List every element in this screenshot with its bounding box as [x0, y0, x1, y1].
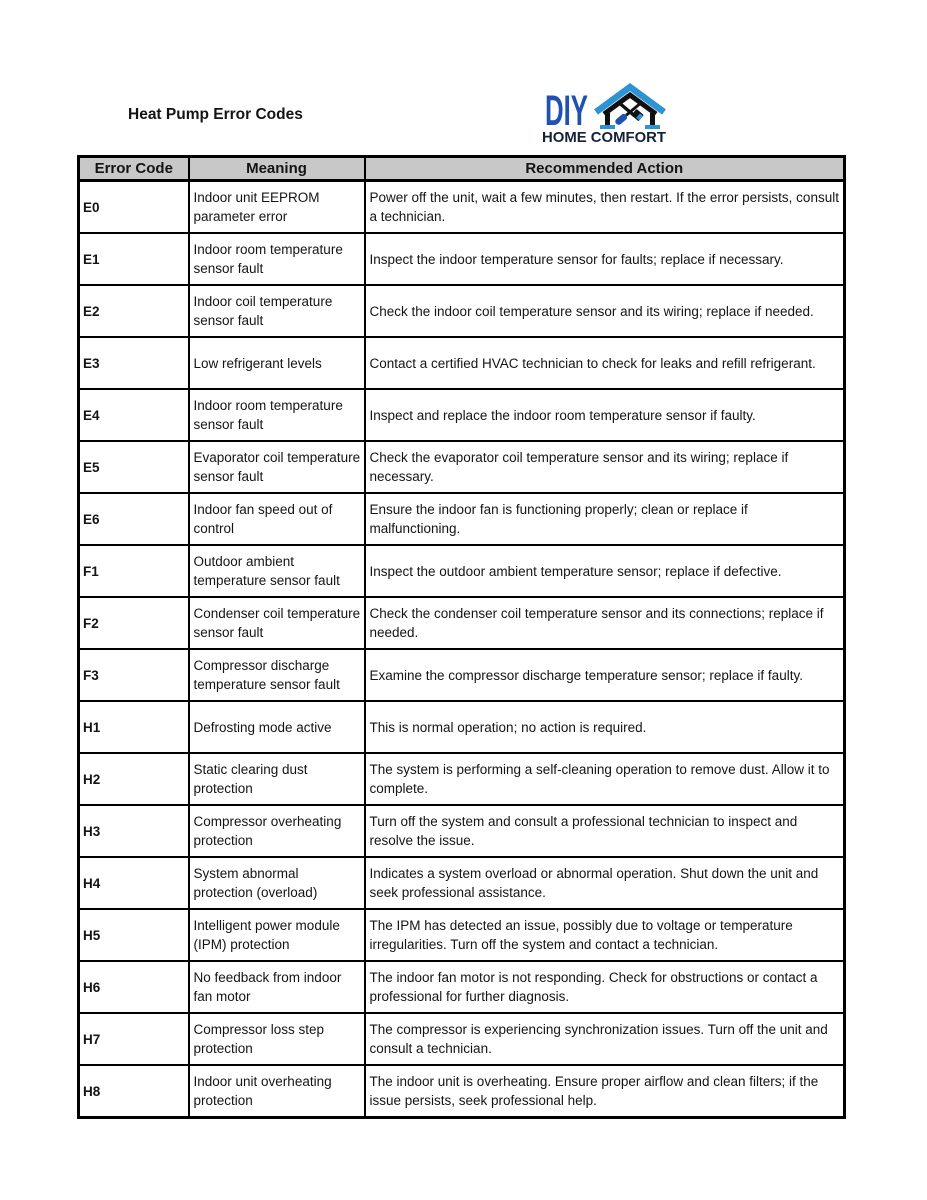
logo-tagline-text: HOME COMFORT	[542, 129, 666, 146]
meaning-cell: Low refrigerant levels	[189, 337, 365, 389]
error-code-cell: E5	[79, 441, 189, 493]
meaning-cell: Evaporator coil temperature sensor fault	[189, 441, 365, 493]
error-code-cell: F2	[79, 597, 189, 649]
meaning-cell: Compressor loss step protection	[189, 1013, 365, 1065]
error-code-table	[77, 155, 846, 1119]
error-code-cell: F3	[79, 649, 189, 701]
error-table-body	[79, 181, 845, 1118]
action-cell: Inspect and replace the indoor room temperature sensor if faulty.	[365, 389, 845, 441]
house-left-wall	[605, 113, 610, 126]
logo	[538, 82, 670, 146]
meaning-cell: Defrosting mode active	[189, 701, 365, 753]
table-row	[79, 753, 845, 805]
house-icon	[596, 87, 664, 129]
logo-brand-text: DIY	[545, 87, 588, 135]
meaning-cell: Indoor unit EEPROM parameter error	[189, 181, 365, 234]
table-row	[79, 1065, 845, 1118]
error-code-cell: H3	[79, 805, 189, 857]
action-cell: Indicates a system overload or abnormal operation. Shut down the unit and seek professional assistance.	[365, 857, 845, 909]
column-header-recommended-action: Recommended Action	[365, 157, 845, 181]
meaning-cell: Outdoor ambient temperature sensor fault	[189, 545, 365, 597]
action-cell: Check the indoor coil temperature sensor and its wiring; replace if needed.	[365, 285, 845, 337]
action-cell: Power off the unit, wait a few minutes, then restart. If the error persists, consult a technician.	[365, 181, 845, 234]
meaning-cell: Indoor fan speed out of control	[189, 493, 365, 545]
column-header-meaning: Meaning	[189, 157, 365, 181]
error-code-cell: H1	[79, 701, 189, 753]
error-code-cell: F1	[79, 545, 189, 597]
action-cell: The compressor is experiencing synchronization issues. Turn off the unit and consult a technician.	[365, 1013, 845, 1065]
table-row	[79, 701, 845, 753]
column-header-error-code: Error Code	[79, 157, 189, 181]
error-code-cell: E2	[79, 285, 189, 337]
action-cell: Contact a certified HVAC technician to check for leaks and refill refrigerant.	[365, 337, 845, 389]
error-code-cell: H7	[79, 1013, 189, 1065]
error-code-cell: E6	[79, 493, 189, 545]
action-cell: Turn off the system and consult a professional technician to inspect and resolve the issue.	[365, 805, 845, 857]
table-row	[79, 493, 845, 545]
meaning-cell: System abnormal protection (overload)	[189, 857, 365, 909]
error-code-cell: E0	[79, 181, 189, 234]
meaning-cell: Indoor room temperature sensor fault	[189, 233, 365, 285]
error-code-cell: E1	[79, 233, 189, 285]
meaning-cell: Intelligent power module (IPM) protection	[189, 909, 365, 961]
roof-outer-stroke	[596, 87, 664, 112]
error-code-cell: H8	[79, 1065, 189, 1118]
diy-home-comfort-logo	[538, 82, 670, 146]
meaning-cell: Indoor coil temperature sensor fault	[189, 285, 365, 337]
action-cell: Examine the compressor discharge temperature sensor; replace if faulty.	[365, 649, 845, 701]
error-code-cell: H5	[79, 909, 189, 961]
table-row	[79, 233, 845, 285]
table-row	[79, 649, 845, 701]
action-cell: Inspect the indoor temperature sensor for faults; replace if necessary.	[365, 233, 845, 285]
table-row	[79, 441, 845, 493]
action-cell: The system is performing a self-cleaning operation to remove dust. Allow it to complete.	[365, 753, 845, 805]
meaning-cell: No feedback from indoor fan motor	[189, 961, 365, 1013]
table-header-row	[79, 157, 845, 181]
action-cell: Check the condenser coil temperature sensor and its connections; replace if needed.	[365, 597, 845, 649]
action-cell: Inspect the outdoor ambient temperature sensor; replace if defective.	[365, 545, 845, 597]
action-cell: The indoor fan motor is not responding. Check for obstructions or contact a professional for further diagnosis.	[365, 961, 845, 1013]
house-right-wall	[650, 113, 655, 126]
error-code-cell: H4	[79, 857, 189, 909]
action-cell: This is normal operation; no action is required.	[365, 701, 845, 753]
action-cell: The indoor unit is overheating. Ensure proper airflow and clean filters; if the issue persists, seek professional help.	[365, 1065, 845, 1118]
error-code-cell: E3	[79, 337, 189, 389]
error-code-cell: E4	[79, 389, 189, 441]
page-title: Heat Pump Error Codes	[128, 106, 303, 123]
table-row	[79, 597, 845, 649]
table-row	[79, 545, 845, 597]
table-row	[79, 389, 845, 441]
action-cell: The IPM has detected an issue, possibly due to voltage or temperature irregularities. Turn off the system and contact a technician.	[365, 909, 845, 961]
meaning-cell: Compressor overheating protection	[189, 805, 365, 857]
table-row	[79, 181, 845, 234]
table-row	[79, 909, 845, 961]
table-row	[79, 857, 845, 909]
table-row	[79, 1013, 845, 1065]
meaning-cell: Condenser coil temperature sensor fault	[189, 597, 365, 649]
table-row	[79, 285, 845, 337]
table-row	[79, 805, 845, 857]
meaning-cell: Static clearing dust protection	[189, 753, 365, 805]
meaning-cell: Indoor unit overheating protection	[189, 1065, 365, 1118]
table-row	[79, 961, 845, 1013]
table-row	[79, 337, 845, 389]
action-cell: Check the evaporator coil temperature sensor and its wiring; replace if necessary.	[365, 441, 845, 493]
error-code-cell: H2	[79, 753, 189, 805]
error-code-cell: H6	[79, 961, 189, 1013]
action-cell: Ensure the indoor fan is functioning properly; clean or replace if malfunctioning.	[365, 493, 845, 545]
meaning-cell: Compressor discharge temperature sensor fault	[189, 649, 365, 701]
meaning-cell: Indoor room temperature sensor fault	[189, 389, 365, 441]
